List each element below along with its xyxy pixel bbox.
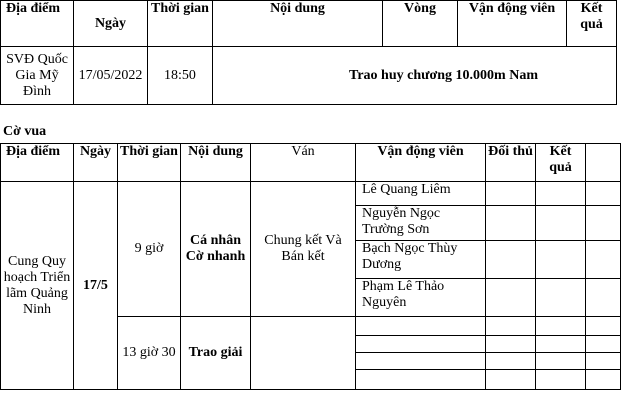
col-round-header: Vòng bbox=[383, 1, 458, 47]
col-date-header: Ngày bbox=[74, 1, 148, 47]
opponent-cell bbox=[486, 370, 536, 390]
result-cell bbox=[536, 279, 586, 317]
col-athlete-header: Vận động viên bbox=[356, 144, 486, 182]
time-cell: 18:50 bbox=[148, 47, 213, 105]
col-round-header: Ván bbox=[251, 144, 356, 182]
session1-round-cell: Chung kết Và Bán kết bbox=[251, 182, 356, 317]
result-cell bbox=[536, 206, 586, 241]
col-venue-header: Địa điểm bbox=[1, 1, 74, 47]
result-cell bbox=[536, 370, 586, 390]
extra-cell bbox=[586, 241, 621, 279]
extra-cell bbox=[586, 206, 621, 241]
col-venue-header: Địa điểm bbox=[1, 144, 74, 182]
session2-time-cell: 13 giờ 30 bbox=[118, 317, 181, 390]
session2-round-cell bbox=[251, 317, 356, 390]
result-cell bbox=[536, 241, 586, 279]
table-row bbox=[1, 182, 621, 206]
date-cell: 17/5 bbox=[74, 182, 118, 390]
opponent-cell bbox=[486, 182, 536, 206]
result-cell bbox=[536, 336, 586, 353]
athlete-cell bbox=[356, 353, 486, 370]
athlete-cell bbox=[356, 336, 486, 353]
col-result-header: Kết quả bbox=[536, 144, 586, 182]
extra-cell bbox=[586, 336, 621, 353]
opponent-cell bbox=[486, 241, 536, 279]
opponent-cell bbox=[486, 206, 536, 241]
athlete-cell bbox=[356, 370, 486, 390]
athlete-cell: Bạch Ngọc Thùy Dương bbox=[356, 241, 486, 279]
extra-cell bbox=[586, 279, 621, 317]
section-title: Cờ vua bbox=[3, 124, 47, 139]
extra-cell bbox=[586, 317, 621, 336]
col-time-header: Thời gian bbox=[118, 144, 181, 182]
result-cell bbox=[536, 182, 586, 206]
col-content-header: Nội dung bbox=[181, 144, 251, 182]
result-cell bbox=[536, 353, 586, 370]
athlete-cell: Lê Quang Liêm bbox=[356, 182, 486, 206]
col-content-header: Nội dung bbox=[213, 1, 383, 47]
session1-content-cell: Cá nhân Cờ nhanh bbox=[181, 182, 251, 317]
chess-schedule-table bbox=[0, 143, 621, 390]
opponent-cell bbox=[486, 336, 536, 353]
table1-header-row bbox=[1, 1, 617, 47]
result-cell bbox=[536, 317, 586, 336]
extra-cell bbox=[586, 370, 621, 390]
athlete-cell bbox=[356, 317, 486, 336]
opponent-cell bbox=[486, 279, 536, 317]
col-extra-header bbox=[586, 144, 621, 182]
col-time-header: Thời gian bbox=[148, 1, 213, 47]
col-date-header: Ngày bbox=[74, 144, 118, 182]
date-cell: 17/05/2022 bbox=[74, 47, 148, 105]
session1-time-cell: 9 giờ bbox=[118, 182, 181, 317]
venue-cell: SVĐ Quốc Gia Mỹ Đình bbox=[1, 47, 74, 105]
athlete-cell: Phạm Lê Thảo Nguyên bbox=[356, 279, 486, 317]
opponent-cell bbox=[486, 317, 536, 336]
table2-header-row bbox=[1, 144, 621, 182]
athlete-cell: Nguyễn Ngọc Trường Sơn bbox=[356, 206, 486, 241]
opponent-cell bbox=[486, 353, 536, 370]
venue-cell: Cung Quy hoạch Triển lãm Quảng Ninh bbox=[1, 182, 74, 390]
col-result-header: Kết quả bbox=[567, 1, 617, 47]
content-cell: Trao huy chương 10.000m Nam bbox=[213, 47, 617, 105]
extra-cell bbox=[586, 182, 621, 206]
col-opponent-header: Đối thủ bbox=[486, 144, 536, 182]
athletics-schedule-table bbox=[0, 0, 617, 105]
table1-row bbox=[1, 47, 617, 105]
session2-content-cell: Trao giải bbox=[181, 317, 251, 390]
col-athlete-header: Vận động viên bbox=[458, 1, 567, 47]
extra-cell bbox=[586, 353, 621, 370]
